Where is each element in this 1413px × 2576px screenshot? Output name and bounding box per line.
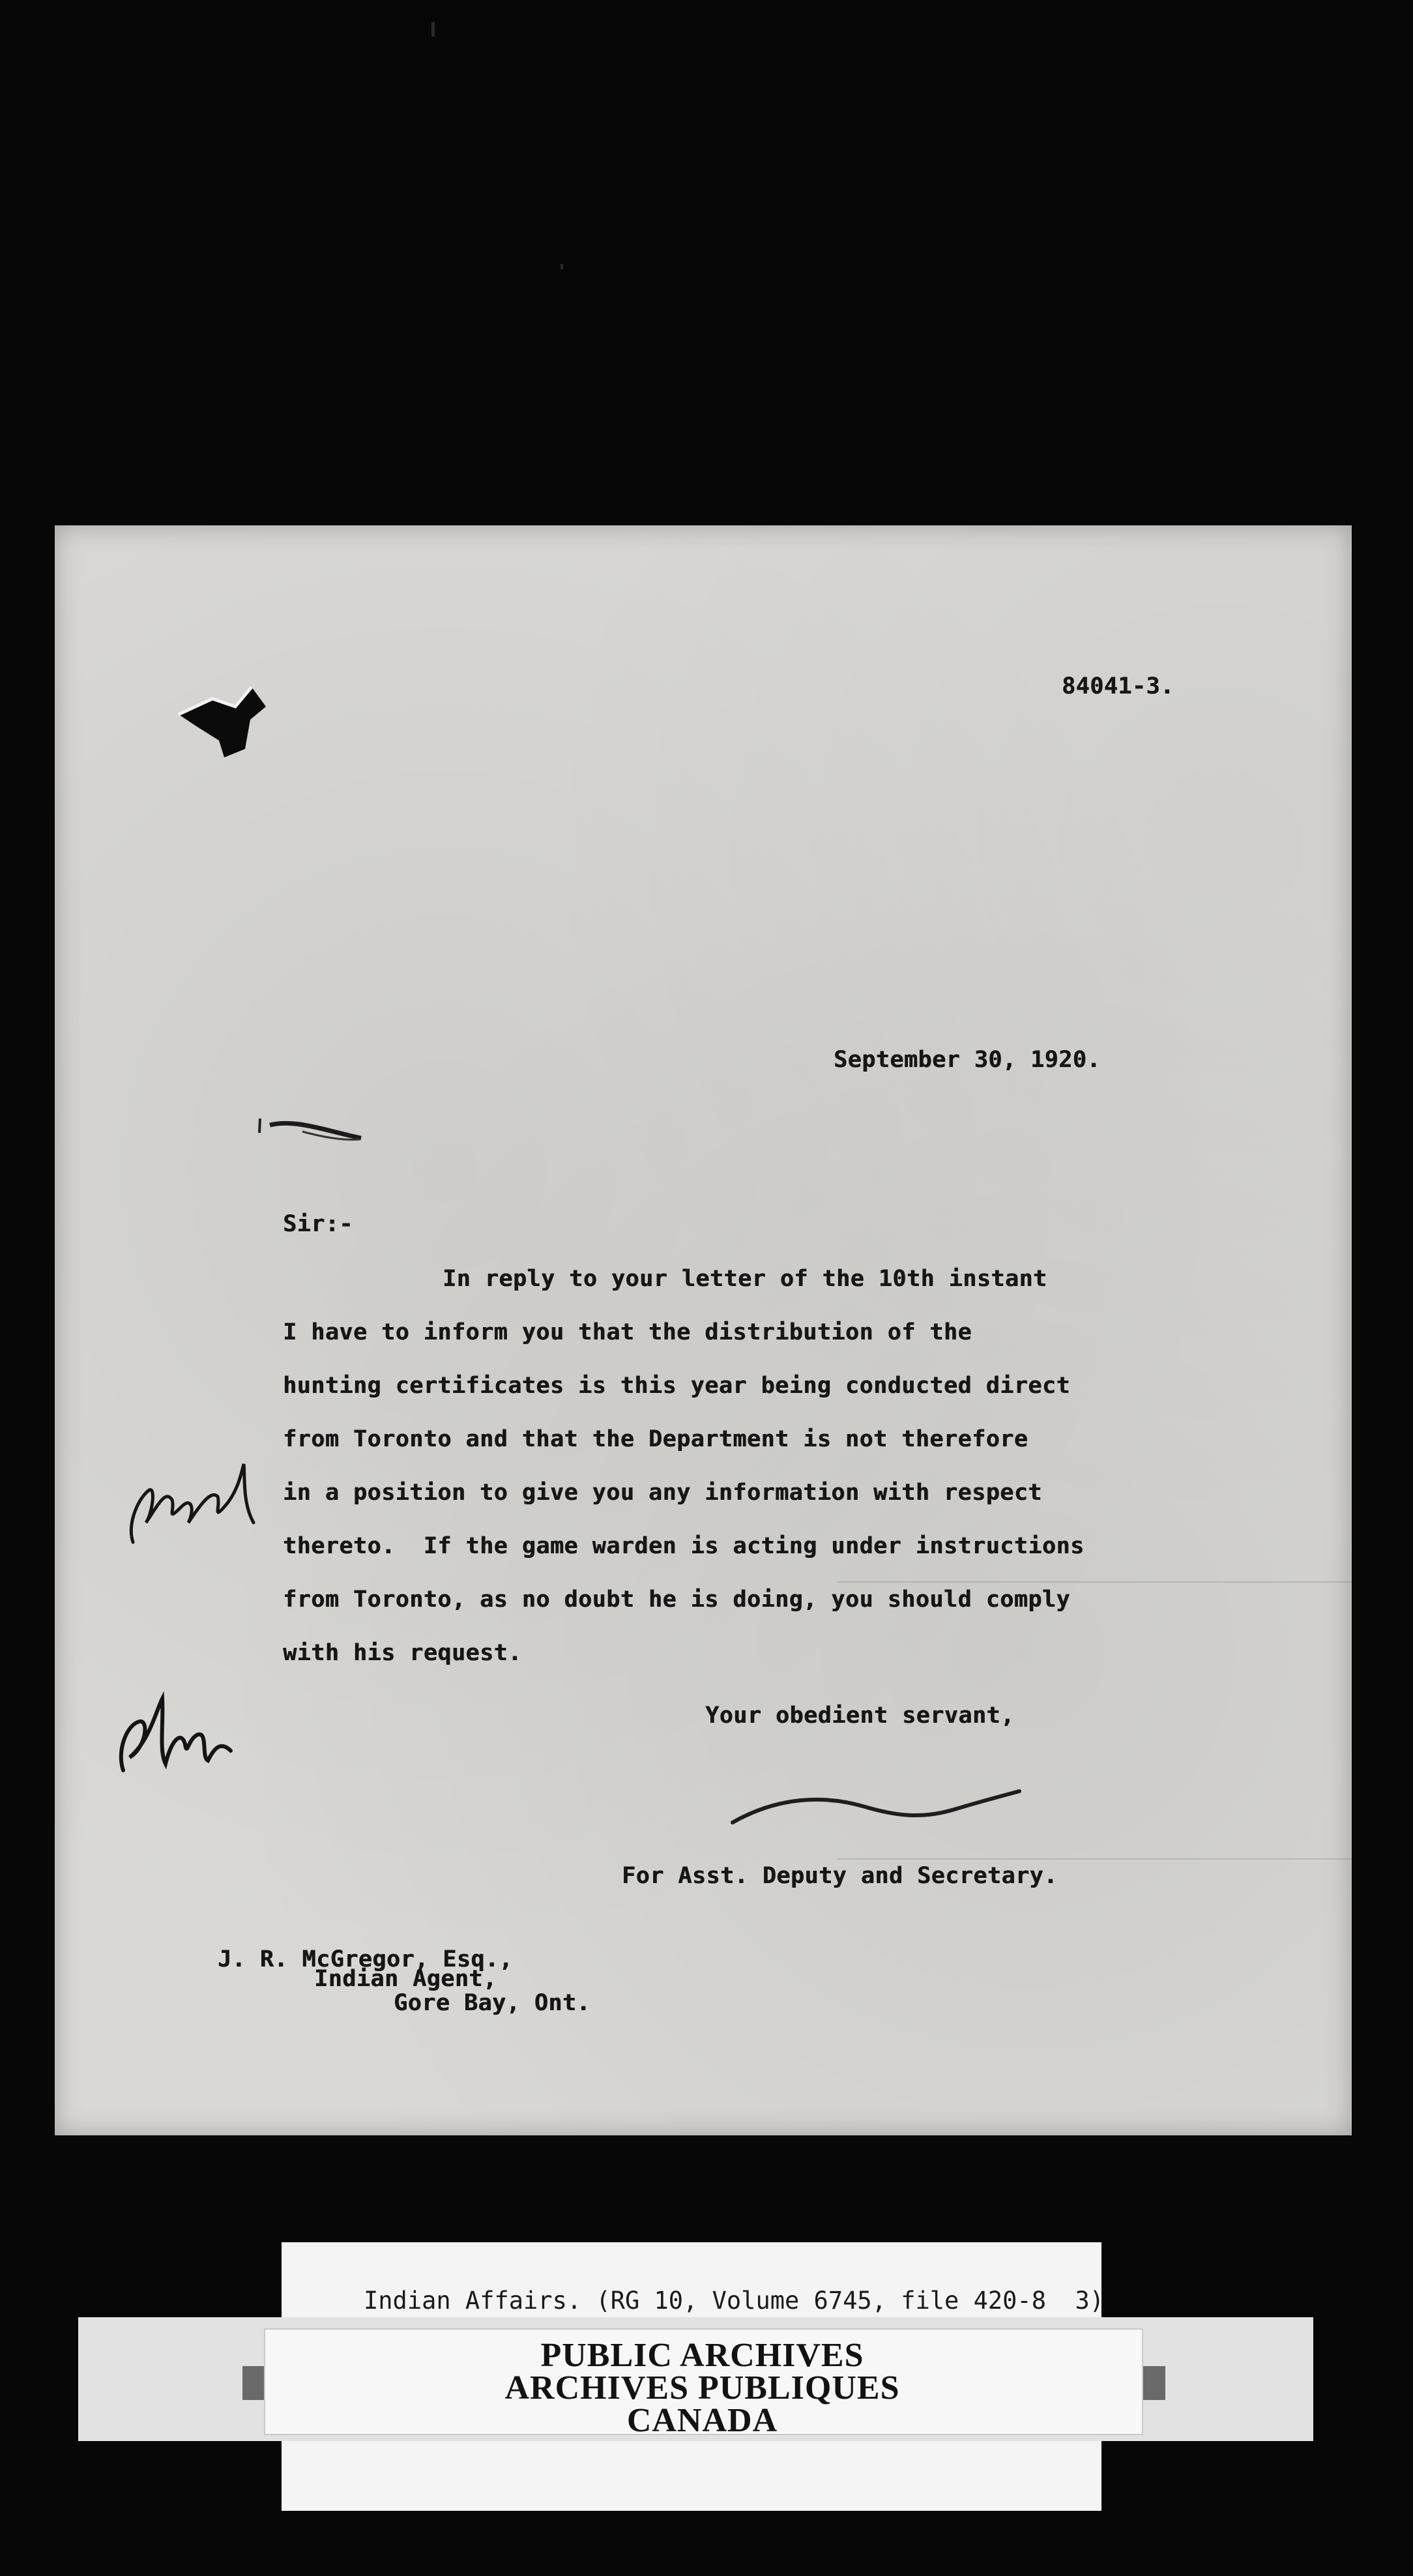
band-tab bbox=[1139, 2366, 1165, 2400]
body-line: in a position to give you any information with respect bbox=[283, 1480, 1042, 1506]
film-speck bbox=[431, 22, 435, 37]
stamp-canada: CANADA bbox=[626, 2402, 778, 2439]
punched-hole-mark bbox=[173, 681, 271, 765]
closing: Your obedient servant, bbox=[705, 1703, 1015, 1729]
letter-page bbox=[55, 525, 1352, 2135]
body-line: hunting certificates is this year being conducted direct bbox=[283, 1373, 1071, 1399]
faint-ruled-line bbox=[837, 1581, 1352, 1583]
body-line: I have to inform you that the distribution of the bbox=[283, 1319, 972, 1345]
body-line: from Toronto, as no doubt he is doing, you should comply bbox=[283, 1587, 1071, 1613]
signature-title: For Asst. Deputy and Secretary. bbox=[622, 1863, 1058, 1889]
recipient-place: Gore Bay, Ont. bbox=[394, 1990, 591, 2016]
stamp-archives-publiques: ARCHIVES PUBLIQUES bbox=[504, 2369, 900, 2407]
faint-ruled-line bbox=[837, 1858, 1352, 1860]
handwritten-initials bbox=[120, 1451, 270, 1568]
archive-reference: Indian Affairs. (RG 10, Volume 6745, file 420-8 3) bbox=[364, 2287, 1105, 2315]
body-line: In reply to your letter of the 10th instant bbox=[443, 1266, 1047, 1292]
body-line: from Toronto and that the Department is not therefore bbox=[283, 1426, 1028, 1452]
pen-flourish-mark bbox=[257, 1112, 368, 1148]
letter-date: September 30, 1920. bbox=[834, 1047, 1101, 1073]
handwritten-initials bbox=[110, 1686, 240, 1783]
body-line: thereto. If the game warden is acting under instructions bbox=[283, 1533, 1085, 1559]
salutation: Sir:- bbox=[283, 1211, 353, 1237]
recipient-name: J. R. McGregor, Esq., bbox=[218, 1946, 514, 1972]
body-line: with his request. bbox=[283, 1640, 522, 1666]
file-number: 84041-3. bbox=[1062, 673, 1174, 699]
film-speck bbox=[561, 264, 563, 269]
recipient-title: Indian Agent, bbox=[314, 1966, 497, 1992]
stamp-public-archives: PUBLIC ARCHIVES bbox=[540, 2337, 864, 2374]
signature bbox=[726, 1783, 1026, 1836]
